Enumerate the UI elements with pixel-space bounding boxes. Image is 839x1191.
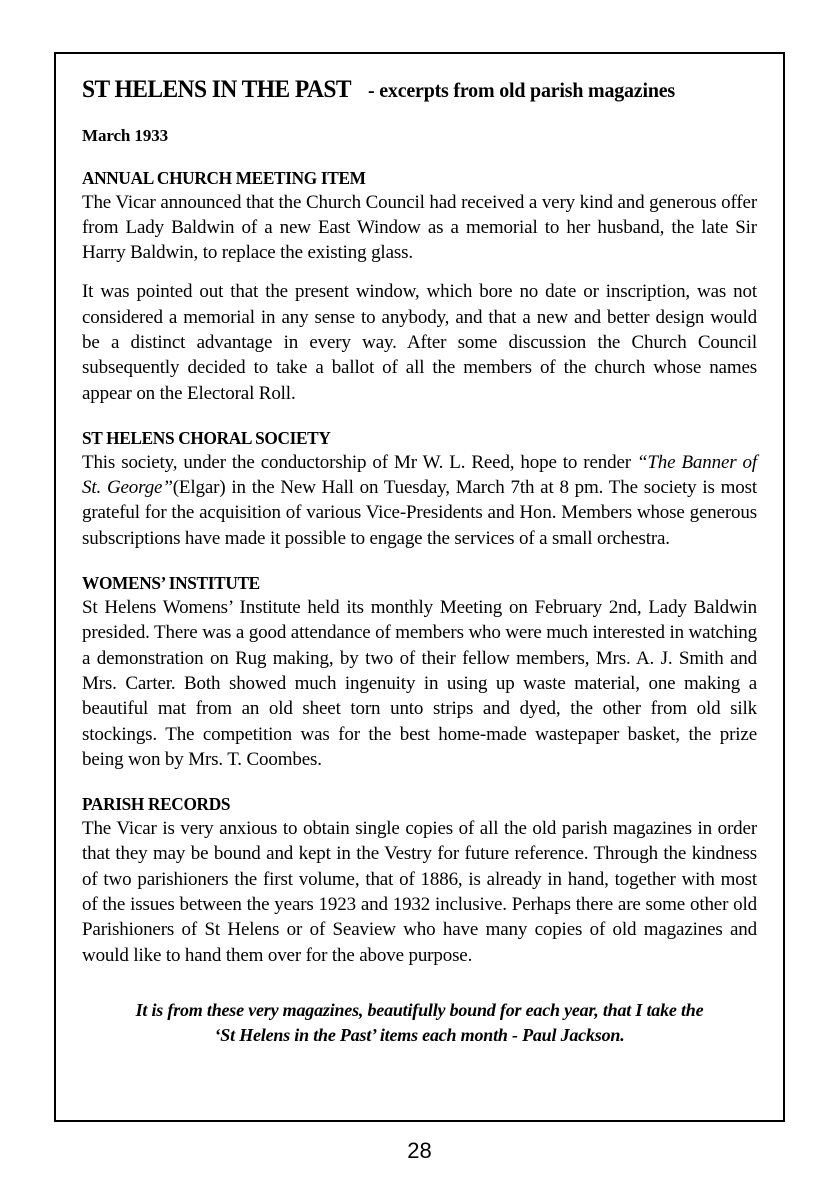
masthead-main-title: ST HELENS IN THE PAST: [82, 76, 351, 103]
masthead: [82, 76, 757, 104]
section-paragraph: The Vicar is very anxious to obtain single copies of all the old parish magazines in order that they may be bound and kept in the Vestry for future reference. Through the kindness of two parishioners the first volume, that of 1886, is already in hand, together with most of the issues between the years 1923 and 1932 inclusive. Perhaps there are some other old Parishioners of St Helens or of Seaview who have many copies of old magazines and would like to hand them over for the above purpose.: [82, 818, 757, 966]
closing-note-line-1: It is from these very magazines, beautifully bound for each year, that I take the: [135, 999, 704, 1020]
section-heading-parish-records: PARISH RECORDS: [82, 794, 231, 815]
issue-date: March 1933: [82, 125, 169, 145]
section-heading-womens-institute: WOMENS’ INSTITUTE: [82, 573, 260, 594]
choral-intro-text: This society, under the conductorship of Mr W. L. Reed, hope to render: [82, 451, 637, 473]
section-paragraph: It was pointed out that the present window, which bore no date or inscription, was not considered a memorial in any sense to anybody, and that a new and better design would be a distinct advantage in every way. After some discussion the Church Council subsequently decided to take a ballot of all the members of the church whose names appear on the Electoral Roll.: [82, 281, 757, 404]
section-heading-annual-church-meeting: ANNUAL CHURCH MEETING ITEM: [82, 167, 366, 188]
closing-note-line-2: ‘St Helens in the Past’ items each month - Paul Jackson.: [214, 1024, 625, 1045]
closing-note: [96, 998, 743, 1048]
section-paragraph: [82, 450, 757, 551]
choral-outro-text: (Elgar) in the New Hall on Tuesday, March 7th at 8 pm. The society is most grateful for the acquisition of various Vice-Presidents and Hon. Members whose generous subscriptions have made it possible to engage the services of a small orchestra.: [82, 477, 757, 549]
choral-work-title: “The Banner of St. George”: [82, 451, 757, 499]
article-content: [56, 54, 783, 1058]
section-paragraph: St Helens Womens’ Institute held its monthly Meeting on February 2nd, Lady Baldwin presided. There was a good attendance of members who were much interested in watching a demonstration on Rug making, by two of their fellow members, Mrs. A. J. Smith and Mrs. Carter. Both showed much ingenuity in using up waste material, one making a beautiful mat from an old sheet torn unto strips and dyed, the other from old silk stockings. The competition was for the best home-made wastepaper basket, the prize being won by Mrs. T. Coombes.: [82, 597, 757, 770]
article-frame: [54, 52, 785, 1122]
page-number: 28: [407, 1138, 432, 1163]
section-heading-choral-society: ST HELENS CHORAL SOCIETY: [82, 427, 331, 448]
masthead-subtitle: - excerpts from old parish magazines: [368, 78, 676, 102]
section-paragraph: The Vicar announced that the Church Council had received a very kind and generous offer from Lady Baldwin of a new East Window as a memorial to her husband, the late Sir Harry Baldwin, to replace the existing glass.: [82, 191, 757, 264]
